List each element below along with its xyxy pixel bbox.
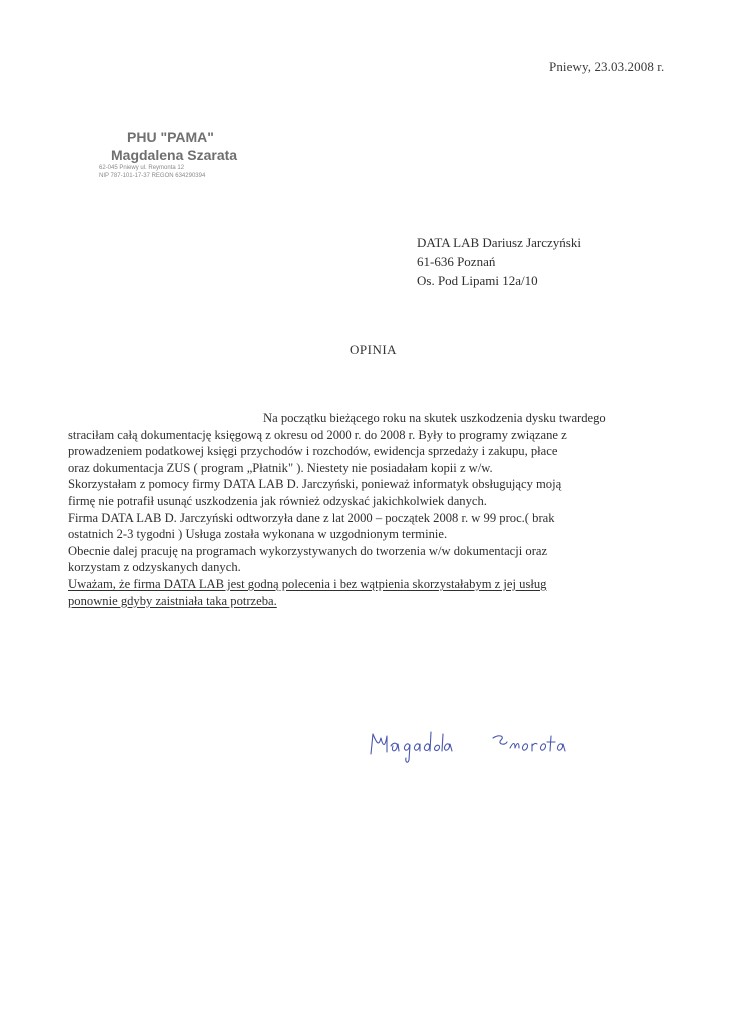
body-line-underlined: Uważam, że firma DATA LAB jest godną polecenia i bez wątpienia skorzystałabym z jej usług [68, 576, 547, 591]
recipient-address [417, 233, 581, 290]
stamp-owner-name: Magdalena Szarata [111, 147, 238, 163]
body-line: oraz dokumentacja ZUS ( program „Płatnik" ). Niestety nie posiadałam kopii z w/w. [68, 460, 493, 475]
recipient-line-3: Os. Pod Lipami 12a/10 [417, 273, 538, 288]
body-line: Skorzystałam z pomocy firmy DATA LAB D. Jarczyński, ponieważ informatyk obsługujący moją [68, 477, 562, 492]
body-line: Firma DATA LAB D. Jarczyński odtworzyła dane z lat 2000 – początek 2008 r. w 99 proc.( brak [68, 510, 555, 525]
body-line-underlined: ponownie gdyby zaistniała taka potrzeba. [68, 593, 277, 608]
body-line: ostatnich 2-3 tygodni ) Usługa została wykonana w uzgodnionym terminie. [68, 527, 448, 542]
recipient-line-2: 61-636 Poznań [417, 254, 496, 269]
body-line: prowadzeniem podatkowej księgi przychodów i rozchodów, ewidencja sprzedaży i zakupu, płace [68, 444, 558, 459]
stamp-company-name: PHU "PAMA" [127, 129, 214, 145]
body-line: firmę nie potrafił usunąć uszkodzenia jak również odzyskać jakichkolwiek danych. [68, 493, 487, 508]
body-line: straciłam całą dokumentację księgową z okresu od 2000 r. do 2008 r. Były to programy związane z [68, 427, 567, 442]
signature-drawing [365, 720, 585, 770]
date-line: Pniewy, 23.03.2008 r. [549, 59, 665, 74]
recipient-line-1: DATA LAB Dariusz Jarczyński [417, 235, 581, 250]
company-stamp [99, 128, 289, 180]
body-line: Obecnie dalej pracuję na programach wykorzystywanych do tworzenia w/w dokumentacji oraz [68, 543, 548, 558]
body-line: korzystam z odzyskanych danych. [68, 560, 241, 575]
handwritten-signature [365, 720, 585, 775]
body-line: Na początku bieżącego roku na skutek uszkodzenia dysku twardego [263, 411, 606, 425]
document-title: OPINIA [350, 342, 398, 357]
letter-body [68, 410, 688, 609]
stamp-ids: NIP 787-101-17-37 REGON 634290394 [99, 173, 206, 179]
stamp-address: 62-045 Pniewy ul. Reymonta 12 [99, 165, 185, 171]
